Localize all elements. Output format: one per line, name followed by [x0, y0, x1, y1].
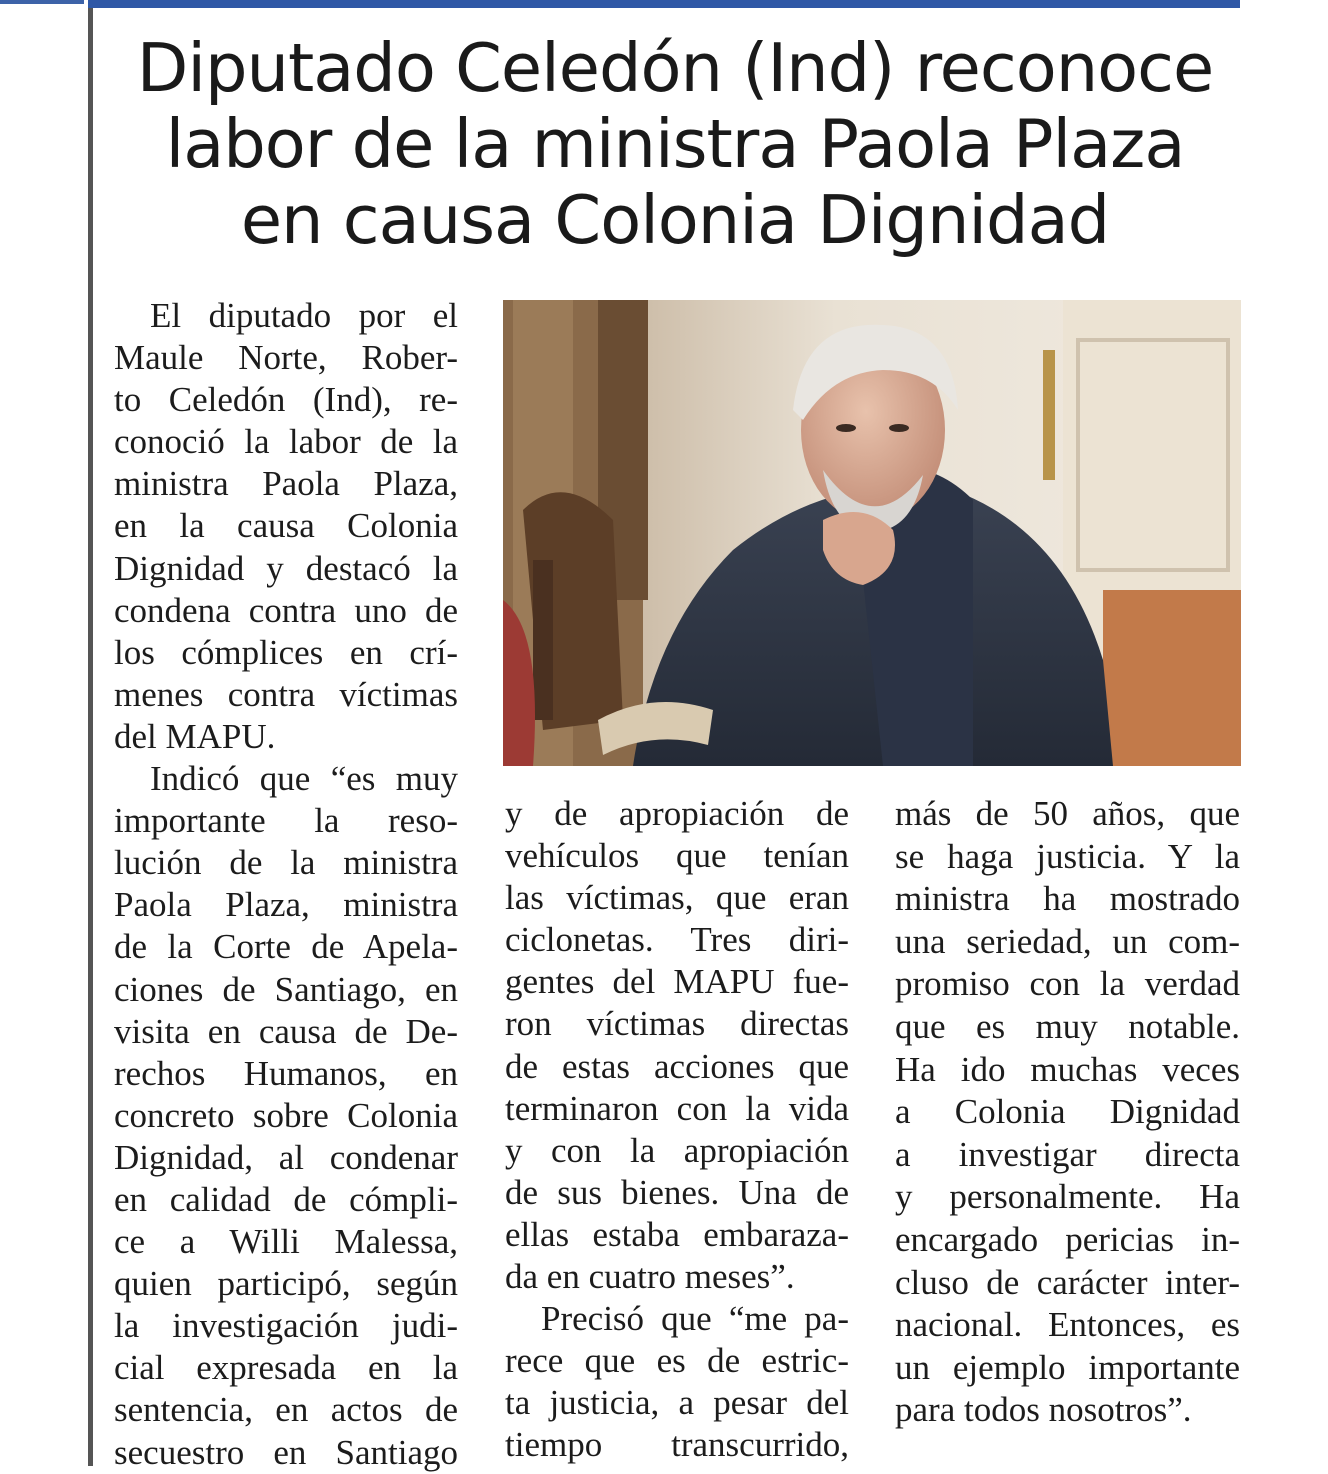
- text-line: importante la reso-: [114, 801, 458, 841]
- text-line: de la Corte de Apela-: [114, 927, 458, 967]
- text-line: conoció la labor de la: [114, 422, 458, 462]
- text-line: Dignidad y destacó la: [114, 548, 458, 588]
- text-line: secuestro en Santiago: [114, 1432, 458, 1472]
- text-line: tiempo transcurrido,: [505, 1425, 849, 1465]
- text-line: cial expresada en la: [114, 1348, 458, 1388]
- headline-line-1: Diputado Celedón (Ind) reconoce: [136, 29, 1214, 107]
- text-line: cluso de carácter inter-: [895, 1262, 1240, 1302]
- top-rule-left: [0, 0, 84, 4]
- text-line: y personalmente. Ha: [895, 1177, 1240, 1217]
- text-line: menes contra víctimas: [114, 674, 458, 714]
- body-column-2: [505, 793, 849, 1467]
- headline: [100, 30, 1250, 258]
- text-line: de estas acciones que: [505, 1046, 849, 1086]
- text-line: Maule Norte, Rober-: [114, 338, 458, 378]
- text-line: encargado pericias in-: [895, 1219, 1240, 1259]
- text-line: nacional. Entonces, es: [895, 1305, 1240, 1345]
- text-line: y con la apropiación: [505, 1130, 849, 1170]
- text-line: a Colonia Dignidad: [895, 1092, 1240, 1132]
- article-photo: [503, 300, 1241, 766]
- text-line: ministra ha mostrado: [895, 879, 1240, 919]
- text-line: la investigación judi-: [114, 1306, 458, 1346]
- text-line: concreto sobre Colonia: [114, 1095, 458, 1135]
- text-line: quien participó, según: [114, 1264, 458, 1304]
- text-line: rechos Humanos, en: [114, 1053, 458, 1093]
- body-column-3: [895, 793, 1240, 1432]
- top-rule: [88, 0, 1240, 8]
- text-line: Dignidad, al condenar: [114, 1137, 458, 1177]
- text-line: para todos nosotros”.: [895, 1390, 1192, 1430]
- text-line: gentes del MAPU fue-: [505, 962, 849, 1002]
- text-line: rece que es de estric-: [505, 1341, 849, 1381]
- body-column-1: [114, 295, 458, 1474]
- text-line: Ha ido muchas veces: [895, 1049, 1240, 1089]
- text-line: de sus bienes. Una de: [505, 1172, 849, 1212]
- text-line: Indicó que “es muy: [150, 759, 458, 799]
- text-line: El diputado por el: [150, 296, 458, 335]
- text-line: to Celedón (Ind), re-: [114, 380, 458, 420]
- text-line: lución de la ministra: [114, 843, 458, 883]
- text-line: promiso con la verdad: [895, 964, 1240, 1004]
- text-line: visita en causa de De-: [114, 1011, 458, 1051]
- text-line: ministra Paola Plaza,: [114, 464, 458, 504]
- text-line: en la causa Colonia: [114, 506, 458, 546]
- side-rule: [88, 8, 93, 1466]
- text-line: más de 50 años, que: [895, 794, 1240, 833]
- text-line: un ejemplo importante: [895, 1347, 1240, 1387]
- text-line: una seriedad, un com-: [895, 921, 1240, 961]
- text-line: ce a Willi Malessa,: [114, 1222, 458, 1262]
- text-line: condena contra uno de: [114, 590, 458, 630]
- text-line: vehículos que tenían: [505, 836, 849, 876]
- text-line: ta justicia, a pesar del: [505, 1383, 849, 1423]
- text-line: Paola Plaza, ministra: [114, 885, 458, 925]
- text-line: ellas estaba embaraza-: [505, 1214, 849, 1254]
- text-line: da en cuatro meses”.: [505, 1257, 795, 1297]
- headline-line-2: labor de la ministra Paola Plaza: [165, 105, 1185, 183]
- text-line: a investigar directa: [895, 1134, 1240, 1174]
- text-line: ciclonetas. Tres diri-: [505, 920, 849, 960]
- text-line: los cómplices en crí-: [114, 632, 458, 672]
- text-line: ron víctimas directas: [505, 1004, 849, 1044]
- text-line: en calidad de cómpli-: [114, 1179, 458, 1219]
- text-line: que es muy notable.: [895, 1006, 1240, 1046]
- text-line: y de apropiación de: [505, 794, 849, 833]
- headline-line-3: en causa Colonia Dignidad: [240, 181, 1110, 259]
- text-line: terminaron con la vida: [505, 1088, 849, 1128]
- text-line: las víctimas, que eran: [505, 878, 849, 918]
- text-line: ciones de Santiago, en: [114, 969, 458, 1009]
- text-line: sentencia, en actos de: [114, 1390, 458, 1430]
- text-line: Precisó que “me pa-: [541, 1299, 849, 1339]
- text-line: se haga justicia. Y la: [895, 836, 1240, 876]
- text-line: del MAPU.: [114, 716, 276, 756]
